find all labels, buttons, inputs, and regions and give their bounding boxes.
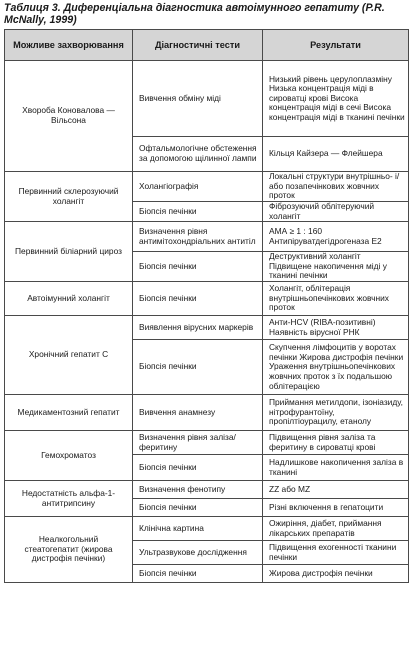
disease-cell: Недостатність альфа-1-антитрипсину [5, 481, 133, 517]
result-cell: Кільця Кайзера — Флейшера [263, 137, 409, 172]
result-cell: Підвищення ехогенності тканини печінки [263, 541, 409, 565]
header-disease: Можливе захворювання [5, 30, 133, 61]
disease-cell: Первинний біліарний цироз [5, 222, 133, 282]
table-row [5, 61, 409, 137]
table-row [5, 395, 409, 431]
disease-cell: Хронічний гепатит С [5, 316, 133, 395]
disease-cell: Автоімунний холангіт [5, 282, 133, 316]
test-cell: Біопсія печінки [133, 202, 263, 222]
result-cell: АМА ≥ 1 : 160 Антипіруватдегідрогеназа E2 [263, 222, 409, 252]
test-cell: Клінічна картина [133, 517, 263, 541]
table-row [5, 282, 409, 316]
test-cell: Біопсія печінки [133, 252, 263, 282]
test-cell: Визначення фенотипу [133, 481, 263, 499]
disease-cell: Гемохроматоз [5, 431, 133, 481]
test-cell: Біопсія печінки [133, 282, 263, 316]
test-cell: Офтальмологічне обстеження за допомогою щілинної лампи [133, 137, 263, 172]
result-cell: Підвищення рівня заліза та феритину в сироватці крові [263, 431, 409, 455]
table-row [5, 517, 409, 541]
disease-cell: Первинний склерозуючий холангіт [5, 172, 133, 222]
result-cell: Скупчення лімфоцитів у воротах печінки Жирова дистрофія печінки Ураження внутрішньопечінкових жовчних проток з їх подальшою облітерацією [263, 340, 409, 395]
test-cell: Визначення рівня антимітохондріальних антитіл [133, 222, 263, 252]
test-cell: Визначення рівня заліза/феритину [133, 431, 263, 455]
test-cell: Вивчення анамнезу [133, 395, 263, 431]
table-row [5, 431, 409, 455]
header-tests: Діагностичні тести [133, 30, 263, 61]
result-cell: Різні включення в гепатоцити [263, 499, 409, 517]
test-cell: Ультразвукове дослідження [133, 541, 263, 565]
header-results: Результати [263, 30, 409, 61]
table-row [5, 172, 409, 202]
result-cell: Фіброзуючий облітеруючий холангіт [263, 202, 409, 222]
disease-cell: Неалкогольний стеатогепатит (жирова дистрофія печінки) [5, 517, 133, 583]
result-cell: Локальні структури внутрішньо- і/або позапечінкових жовчних проток [263, 172, 409, 202]
result-cell: Анти-HCV (RIBA-позитивні) Наявність вірусної РНК [263, 316, 409, 340]
result-cell: Ожиріння, діабет, приймання лікарських препаратів [263, 517, 409, 541]
result-cell: Деструктивний холангіт Підвищене накопичення міді у тканині печінки [263, 252, 409, 282]
table-row [5, 316, 409, 340]
result-cell: Приймання метилдопи, ізоніазиду, нітрофурантоїну, пропілтіоурацилу, етанолу [263, 395, 409, 431]
differential-diagnosis-table [4, 29, 409, 583]
disease-cell: Медикаментозний гепатит [5, 395, 133, 431]
test-cell: Вивчення обміну міді [133, 61, 263, 137]
test-cell: Біопсія печінки [133, 499, 263, 517]
result-cell: Надлишкове накопичення заліза в тканині [263, 455, 409, 481]
test-cell: Біопсія печінки [133, 455, 263, 481]
test-cell: Біопсія печінки [133, 565, 263, 583]
result-cell: Жирова дистрофія печінки [263, 565, 409, 583]
test-cell: Біопсія печінки [133, 340, 263, 395]
test-cell: Холангіографія [133, 172, 263, 202]
result-cell: Холангіт, облітерація внутрішньопечінкових жовчних проток [263, 282, 409, 316]
result-cell: Низький рівень церулоплазміну Низька концентрація міді в сироватці крові Висока концентрація міді в сечі Висока концентрація міді в тканині печінки [263, 61, 409, 137]
table-header-row [5, 30, 409, 61]
table-row [5, 481, 409, 499]
result-cell: ZZ або MZ [263, 481, 409, 499]
test-cell: Виявлення вірусних маркерів [133, 316, 263, 340]
disease-cell: Хвороба Коновалова — Вільсона [5, 61, 133, 172]
table-caption: Таблиця 3. Диференціальна діагностика автоімунного гепатиту (P.R. McNally, 1999) [4, 2, 385, 26]
table-row [5, 222, 409, 252]
